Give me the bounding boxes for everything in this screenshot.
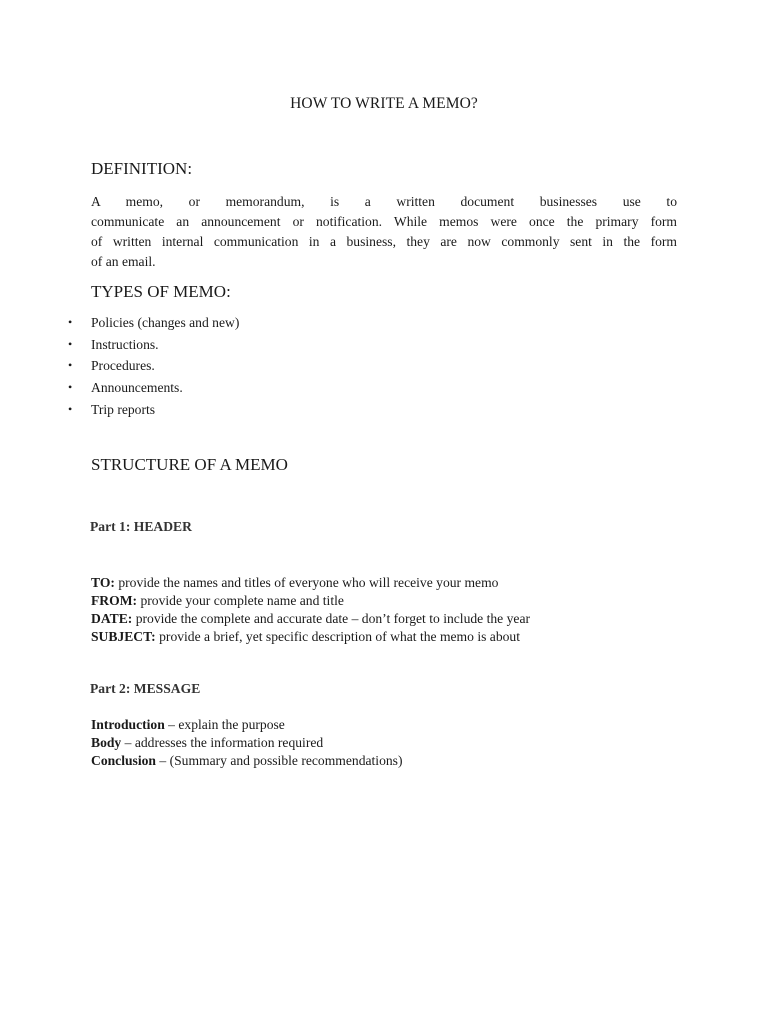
definition-heading: DEFINITION: [91,159,193,178]
bullet-icon: • [68,380,73,395]
header-field-subject [91,628,530,646]
structure-heading: STRUCTURE OF A MEMO [91,455,288,474]
header-field-to [91,574,530,592]
part-1-label: Part 1: HEADER [90,519,192,534]
bullet-icon: • [68,401,73,416]
list-item [62,399,239,421]
header-field-date [91,610,530,628]
field-text: – explain the purpose [164,717,285,732]
definition-line: A memo, or memorandum, is a written document businesses use to [91,194,677,209]
list-item-text: Announcements. [91,380,183,396]
field-text: provide a brief, yet specific description of what the memo is about [155,629,520,644]
field-key: Conclusion [91,753,156,768]
list-item [62,355,239,377]
message-field-body [91,734,403,752]
definition-paragraph [91,192,677,272]
field-key: TO: [91,575,115,590]
message-field-introduction [91,716,403,734]
field-text: provide the names and titles of everyone who will receive your memo [114,575,499,590]
list-item [62,377,239,399]
list-item [62,334,239,356]
list-item-text: Instructions. [91,336,159,352]
field-text: provide the complete and accurate date – don’t forget to include the year [132,611,531,626]
field-key: SUBJECT: [91,629,156,644]
definition-line: of written internal communication in a business, they are now commonly sent in the form [91,234,677,249]
definition-line: of an email. [91,254,156,269]
list-item-text: Procedures. [91,358,155,374]
document-title: HOW TO WRITE A MEMO? [290,95,478,112]
field-text: – (Summary and possible recommendations) [155,753,403,768]
field-text: – addresses the information required [121,735,324,750]
list-item-text: Policies (changes and new) [91,315,240,330]
field-text: provide your complete name and title [137,593,344,608]
types-list [62,312,239,420]
header-fields [91,574,530,646]
message-field-conclusion [91,752,403,770]
field-key: FROM: [91,593,138,608]
message-fields [91,716,403,770]
list-item [62,312,239,334]
field-key: Introduction [91,717,165,732]
definition-line: communicate an announcement or notification. While memos were once the primary form [91,214,677,229]
bullet-icon: • [68,315,73,329]
types-heading: TYPES OF MEMO: [91,282,231,301]
field-key: Body [91,735,122,750]
bullet-icon: • [68,336,73,351]
part-2-label: Part 2: MESSAGE [90,681,201,696]
bullet-icon: • [68,358,73,373]
header-field-from [91,592,530,610]
list-item-text: Trip reports [91,401,156,417]
field-key: DATE: [91,611,133,626]
